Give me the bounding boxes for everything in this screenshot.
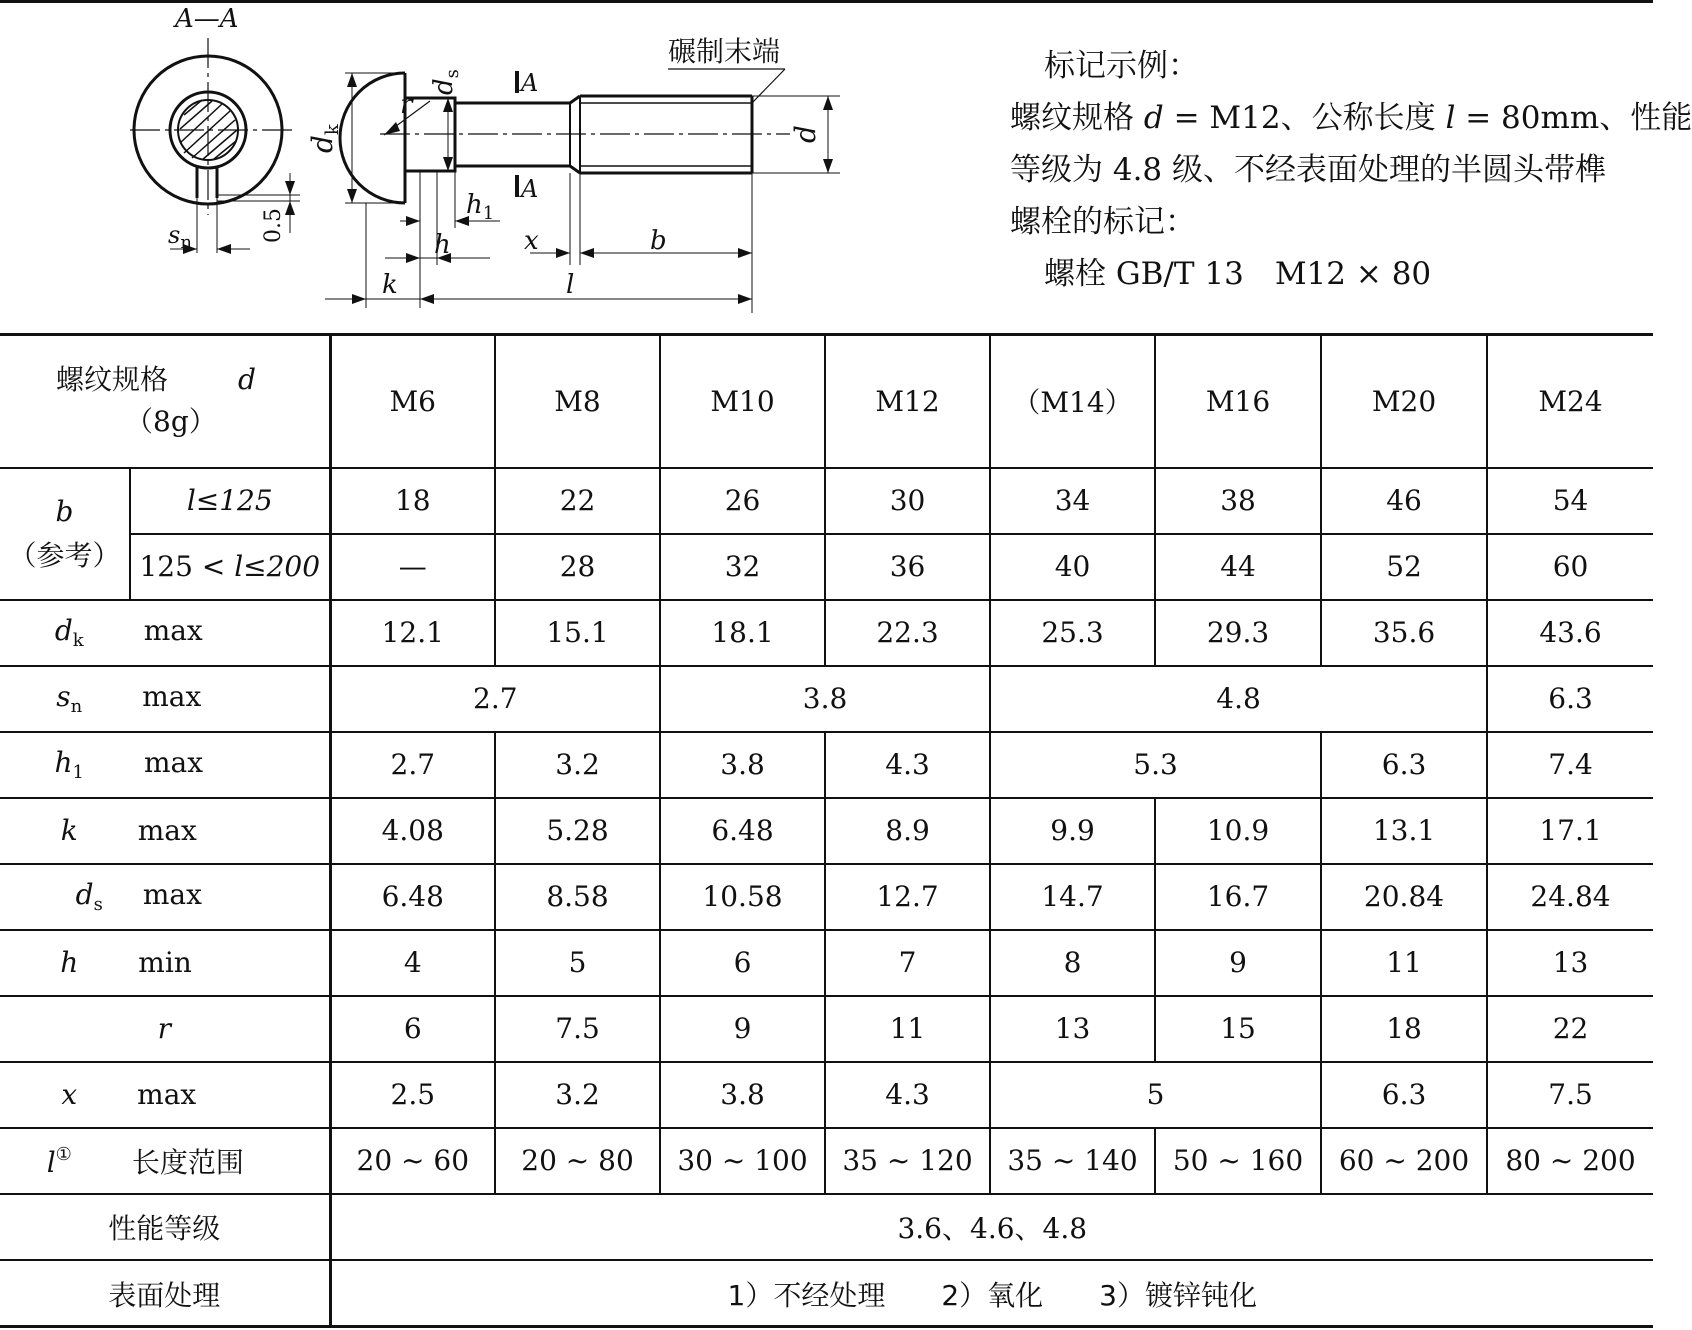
cell: 30 ~ 100 bbox=[660, 1128, 825, 1194]
row-x bbox=[0, 1062, 1653, 1128]
dim-dk-sub: k bbox=[322, 124, 343, 136]
dim-h1-sub: 1 bbox=[482, 203, 495, 224]
dk-q: max bbox=[143, 614, 203, 647]
cell: 12.1 bbox=[330, 600, 495, 666]
example-line-1 bbox=[1010, 92, 1692, 144]
dim-h: h bbox=[434, 230, 451, 260]
spec-m16: M16 bbox=[1155, 335, 1321, 468]
b-cond-2b: l≤200 bbox=[234, 550, 321, 583]
b-label-cell bbox=[0, 468, 130, 600]
cell: 30 bbox=[825, 468, 990, 534]
row-r bbox=[0, 996, 1653, 1062]
cell: 24.84 bbox=[1487, 864, 1653, 930]
row-grade bbox=[0, 1194, 1653, 1260]
dim-sn-sub: n bbox=[180, 232, 192, 253]
cell: 38 bbox=[1155, 468, 1321, 534]
cell: 20 ~ 80 bbox=[495, 1128, 660, 1194]
dim-ds: d bbox=[429, 78, 459, 95]
cell: 5 bbox=[495, 930, 660, 996]
k-q: max bbox=[137, 814, 197, 847]
dim-ds-sub: s bbox=[442, 69, 463, 79]
row-b-2 bbox=[0, 534, 1653, 600]
x-sym: x bbox=[61, 1078, 78, 1111]
row-sn bbox=[0, 666, 1653, 732]
dim-h1: h bbox=[466, 190, 483, 220]
cell: 22.3 bbox=[825, 600, 990, 666]
cell: 5.28 bbox=[495, 798, 660, 864]
cell: 35 ~ 140 bbox=[990, 1128, 1155, 1194]
dk-sub: k bbox=[72, 630, 84, 651]
cell: 3.8 bbox=[660, 666, 990, 732]
row-dk bbox=[0, 600, 1653, 666]
cell: 14.7 bbox=[990, 864, 1155, 930]
cell: 11 bbox=[825, 996, 990, 1062]
spec-m8: M8 bbox=[495, 335, 660, 468]
section-mark-bottom: A bbox=[521, 175, 539, 203]
cell: 7.5 bbox=[495, 996, 660, 1062]
l-sup: ① bbox=[55, 1143, 72, 1165]
row-k bbox=[0, 798, 1653, 864]
cell: 34 bbox=[990, 468, 1155, 534]
cell: 5.3 bbox=[990, 732, 1321, 798]
h-sym: h bbox=[60, 946, 79, 979]
cell: 7 bbox=[825, 930, 990, 996]
l-q: 长度范围 bbox=[131, 1145, 244, 1179]
cell: 60 bbox=[1487, 534, 1653, 600]
row-ds bbox=[0, 864, 1653, 930]
dim-d: d bbox=[789, 125, 822, 143]
ds-sym: d bbox=[75, 878, 94, 911]
cell: 80 ~ 200 bbox=[1487, 1128, 1653, 1194]
rolled-end-label: 碾制末端 bbox=[668, 35, 781, 68]
row-b-1 bbox=[0, 468, 1653, 534]
svg-text:ds bbox=[429, 69, 463, 95]
section-mark-top: A bbox=[521, 69, 539, 97]
cell: 43.6 bbox=[1487, 600, 1653, 666]
cell: 3.2 bbox=[495, 732, 660, 798]
thread-spec-symbol: d bbox=[238, 363, 256, 397]
grade-value: 3.6、4.6、4.8 bbox=[330, 1194, 1653, 1260]
cell: 28 bbox=[495, 534, 660, 600]
dim-l: l bbox=[566, 270, 575, 300]
cell: 35.6 bbox=[1321, 600, 1487, 666]
row-h bbox=[0, 930, 1653, 996]
cell: 6.3 bbox=[1487, 666, 1653, 732]
cell: 50 ~ 160 bbox=[1155, 1128, 1321, 1194]
dim-r: r bbox=[400, 90, 413, 120]
cell: 3.8 bbox=[660, 732, 825, 798]
cell: 22 bbox=[495, 468, 660, 534]
cell: 29.3 bbox=[1155, 600, 1321, 666]
cell: 32 bbox=[660, 534, 825, 600]
cell: 2.7 bbox=[330, 666, 660, 732]
dim-dk: d bbox=[306, 135, 339, 153]
cell: 18 bbox=[330, 468, 495, 534]
cell: 20.84 bbox=[1321, 864, 1487, 930]
cell: 16.7 bbox=[1155, 864, 1321, 930]
bolt-drawing bbox=[0, 3, 1000, 328]
h1-label bbox=[0, 732, 330, 798]
bolt-drawing-svg bbox=[0, 3, 1000, 328]
sn-q: max bbox=[142, 680, 202, 713]
dim-k: k bbox=[382, 270, 398, 300]
dk-sym: d bbox=[54, 614, 73, 647]
svg-text:dk bbox=[306, 123, 343, 153]
cell: 4.8 bbox=[990, 666, 1487, 732]
section-label: A—A bbox=[175, 4, 239, 34]
r-label: r bbox=[0, 996, 330, 1062]
sn-sub: n bbox=[70, 696, 83, 717]
cell: 4.3 bbox=[825, 732, 990, 798]
cell: 44 bbox=[1155, 534, 1321, 600]
cell: 60 ~ 200 bbox=[1321, 1128, 1487, 1194]
ds-sub: s bbox=[93, 894, 103, 915]
cell: 9 bbox=[660, 996, 825, 1062]
b-note: （参考） bbox=[8, 538, 121, 572]
cell: 46 bbox=[1321, 468, 1487, 534]
k-sym: k bbox=[60, 814, 78, 847]
cell: 6.3 bbox=[1321, 1062, 1487, 1128]
b-symbol: b bbox=[55, 494, 74, 528]
cell: 3.2 bbox=[495, 1062, 660, 1128]
header-row bbox=[0, 335, 1653, 468]
example-line-1b: = M12、公称长度 bbox=[1163, 100, 1446, 136]
cell: 2.5 bbox=[330, 1062, 495, 1128]
surface-label: 表面处理 bbox=[0, 1260, 330, 1328]
cell: 12.7 bbox=[825, 864, 990, 930]
cell: 18 bbox=[1321, 996, 1487, 1062]
cell: 6 bbox=[330, 996, 495, 1062]
cell: 8.9 bbox=[825, 798, 990, 864]
cell: — bbox=[330, 534, 495, 600]
example-line-1-d: d bbox=[1143, 100, 1164, 136]
cell: 6.3 bbox=[1321, 732, 1487, 798]
cell: 17.1 bbox=[1487, 798, 1653, 864]
cell: 4.3 bbox=[825, 1062, 990, 1128]
example-title: 标记示例： bbox=[1044, 48, 1199, 84]
example-line-2: 等级为 4.8 级、不经表面处理的半圆头带榫 bbox=[1010, 152, 1607, 188]
row-h1 bbox=[0, 732, 1653, 798]
l-sym: l bbox=[46, 1145, 56, 1179]
cell: 15 bbox=[1155, 996, 1321, 1062]
h-q: min bbox=[138, 946, 192, 979]
cell: 5 bbox=[990, 1062, 1321, 1128]
dimension-table bbox=[0, 333, 1653, 1328]
marking-example bbox=[1010, 40, 1692, 300]
cell: 25.3 bbox=[990, 600, 1155, 666]
cell: 11 bbox=[1321, 930, 1487, 996]
cell: 13 bbox=[1487, 930, 1653, 996]
dim-x: x bbox=[524, 226, 539, 256]
spec-m10: M10 bbox=[660, 335, 825, 468]
h-label bbox=[0, 930, 330, 996]
cell: 15.1 bbox=[495, 600, 660, 666]
example-line-1-l: l bbox=[1445, 100, 1456, 136]
cell: 6.48 bbox=[330, 864, 495, 930]
svg-text:sn bbox=[168, 221, 192, 253]
header-label-cell bbox=[0, 335, 330, 468]
cell: 35 ~ 120 bbox=[825, 1128, 990, 1194]
b-cond-1: l≤125 bbox=[130, 468, 330, 534]
cell: 7.5 bbox=[1487, 1062, 1653, 1128]
spec-m12: M12 bbox=[825, 335, 990, 468]
cell: 4 bbox=[330, 930, 495, 996]
spec-m20: M20 bbox=[1321, 335, 1487, 468]
h1-sym: h bbox=[54, 746, 73, 779]
cell: 10.9 bbox=[1155, 798, 1321, 864]
cell: 7.4 bbox=[1487, 732, 1653, 798]
surface-value: 1）不经处理 2）氧化 3）镀锌钝化 bbox=[330, 1260, 1653, 1328]
spec-m6: M6 bbox=[330, 335, 495, 468]
row-surface bbox=[0, 1260, 1653, 1328]
x-q: max bbox=[137, 1078, 197, 1111]
cell: 8.58 bbox=[495, 864, 660, 930]
dk-label bbox=[0, 600, 330, 666]
dim-sn: s bbox=[168, 221, 181, 249]
example-line-1c: = 80mm、性能 bbox=[1455, 100, 1692, 136]
cell: 18.1 bbox=[660, 600, 825, 666]
spec-m14: （M14） bbox=[990, 335, 1155, 468]
dim-b: b bbox=[650, 226, 667, 256]
example-line-1a: 螺纹规格 bbox=[1010, 100, 1144, 136]
cell: 52 bbox=[1321, 534, 1487, 600]
spec-m24: M24 bbox=[1487, 335, 1653, 468]
cell: 2.7 bbox=[330, 732, 495, 798]
cell: 9 bbox=[1155, 930, 1321, 996]
sn-sym: s bbox=[56, 680, 71, 713]
ds-label bbox=[0, 864, 330, 930]
example-designation: 螺栓 GB/T 13 M12 × 80 bbox=[1044, 256, 1432, 292]
row-l bbox=[0, 1128, 1653, 1194]
h1-q: max bbox=[144, 746, 204, 779]
svg-text:h1 bbox=[466, 190, 494, 224]
cell: 40 bbox=[990, 534, 1155, 600]
b-cond-2 bbox=[130, 534, 330, 600]
cell: 3.8 bbox=[660, 1062, 825, 1128]
k-label bbox=[0, 798, 330, 864]
grade-label: 性能等级 bbox=[0, 1194, 330, 1260]
ds-q: max bbox=[142, 878, 202, 911]
x-label bbox=[0, 1062, 330, 1128]
cell: 8 bbox=[990, 930, 1155, 996]
thread-tolerance: （8g） bbox=[125, 405, 217, 439]
b-cond-2a: 125 < bbox=[139, 550, 235, 583]
example-line-3: 螺栓的标记： bbox=[1010, 204, 1196, 240]
thread-spec-label: 螺纹规格 bbox=[56, 363, 169, 397]
h1-sub: 1 bbox=[72, 762, 84, 783]
cell: 6 bbox=[660, 930, 825, 996]
cell: 20 ~ 60 bbox=[330, 1128, 495, 1194]
sn-label bbox=[0, 666, 330, 732]
cell: 54 bbox=[1487, 468, 1653, 534]
l-label bbox=[0, 1128, 330, 1194]
cell: 13.1 bbox=[1321, 798, 1487, 864]
bottom-rule bbox=[0, 1325, 1653, 1328]
dim-zero-five: 0.5 bbox=[261, 208, 286, 243]
cell: 6.48 bbox=[660, 798, 825, 864]
cell: 22 bbox=[1487, 996, 1653, 1062]
cell: 13 bbox=[990, 996, 1155, 1062]
cell: 36 bbox=[825, 534, 990, 600]
cell: 4.08 bbox=[330, 798, 495, 864]
cell: 10.58 bbox=[660, 864, 825, 930]
cell: 26 bbox=[660, 468, 825, 534]
cell: 9.9 bbox=[990, 798, 1155, 864]
